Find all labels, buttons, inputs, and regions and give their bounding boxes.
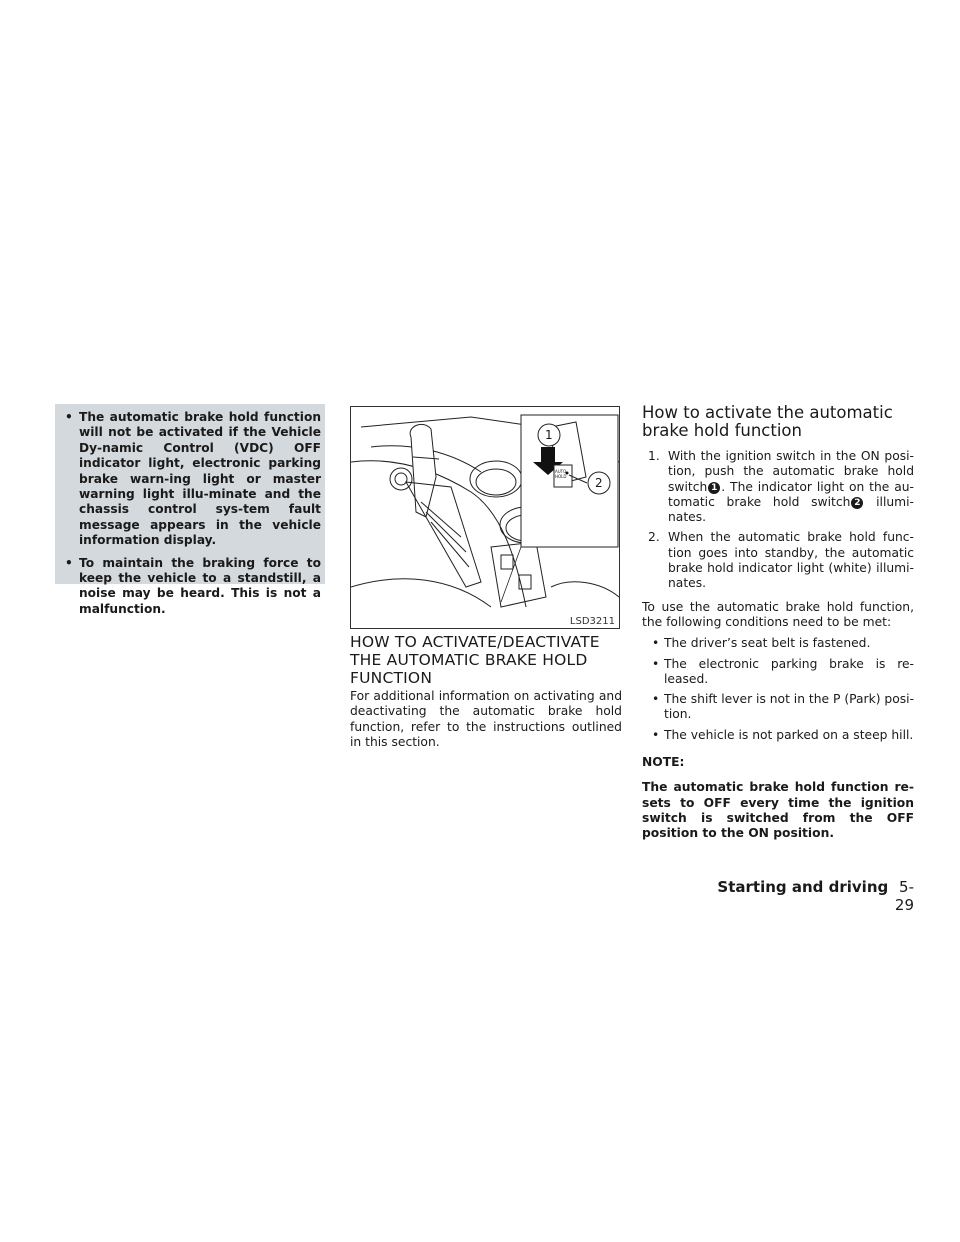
callout-ref-icon: 2 [851, 497, 863, 509]
steps-list [642, 449, 914, 842]
warning-text: To maintain the braking force to keep the vehicle to a standstill, a noise may be heard. This is not a malfunction. [79, 555, 321, 616]
bullet-icon: • [652, 692, 660, 707]
step-number: 1. [648, 449, 660, 463]
step-text: . The indicator light on the au-tomatic brake hold switch [668, 479, 914, 509]
step-item [642, 449, 914, 525]
step-text: illumi-nates. [668, 494, 914, 525]
condition-item [642, 636, 914, 651]
warning-box [55, 404, 325, 616]
condition-item [642, 657, 914, 688]
section-body: For additional information on activating and deactivating the automatic brake hold function, refer to the instructions outlined in this section. [350, 689, 622, 749]
page-number: 5-29 [894, 878, 914, 914]
note-label: NOTE: [642, 755, 685, 770]
page-footer [700, 878, 914, 914]
warning-text: The automatic brake hold function will not be activated if the Vehicle Dy-namic Control (VDC) OFF indicator light, electronic parking brake warn-ing light or master warning light illu-minate and the chassis control sys-tem fault message appears in the vehicle information display. [79, 410, 321, 548]
bullet-icon: • [65, 555, 73, 570]
condition-text: The electronic parking brake is re-leased. [664, 656, 914, 686]
condition-text: The shift lever is not in the P (Park) posi-tion. [664, 692, 915, 722]
section-heading: HOW TO ACTIVATE/DEACTIVATE THE AUTOMATIC BRAKE HOLD FUNCTION [350, 633, 600, 687]
conditions-intro: To use the automatic brake hold function, the following conditions need to be met: [642, 599, 914, 629]
condition-text: The driver’s seat belt is fastened. [664, 636, 871, 651]
bullet-icon: • [652, 636, 660, 651]
switch-label: AUTO HOLD [555, 469, 567, 479]
bullet-icon: • [65, 410, 73, 424]
bullet-icon: • [652, 656, 660, 671]
callout-2-label: 2 [595, 476, 603, 490]
condition-item [642, 728, 914, 743]
condition-item [642, 692, 914, 723]
step-text: When the automatic brake hold func-tion goes into standby, the automatic brake hold indicator light (white) illumi-nates. [668, 530, 914, 591]
warning-item [63, 410, 321, 549]
auto-hold-illustration [350, 406, 620, 629]
condition-text: The vehicle is not parked on a steep hill. [664, 727, 914, 742]
callout-1-label: 1 [545, 428, 553, 442]
console-drawing [351, 407, 619, 628]
callout-ref-icon: 1 [708, 482, 720, 494]
warning-item [63, 556, 321, 618]
step-text: With the ignition switch in the ON posi-tion, push the automatic brake hold switch [668, 449, 914, 494]
step-number: 2. [648, 530, 660, 545]
bullet-icon: • [652, 727, 660, 742]
figure-code: LSD3211 [569, 616, 615, 627]
note-text: The automatic brake hold function re-sets to OFF every time the ignition switch is switched from the OFF position to the ON position. [642, 780, 914, 841]
footer-section: Starting and driving [717, 878, 889, 896]
subsection-heading: How to activate the automatic brake hold function [642, 403, 893, 440]
step-item [642, 530, 914, 591]
